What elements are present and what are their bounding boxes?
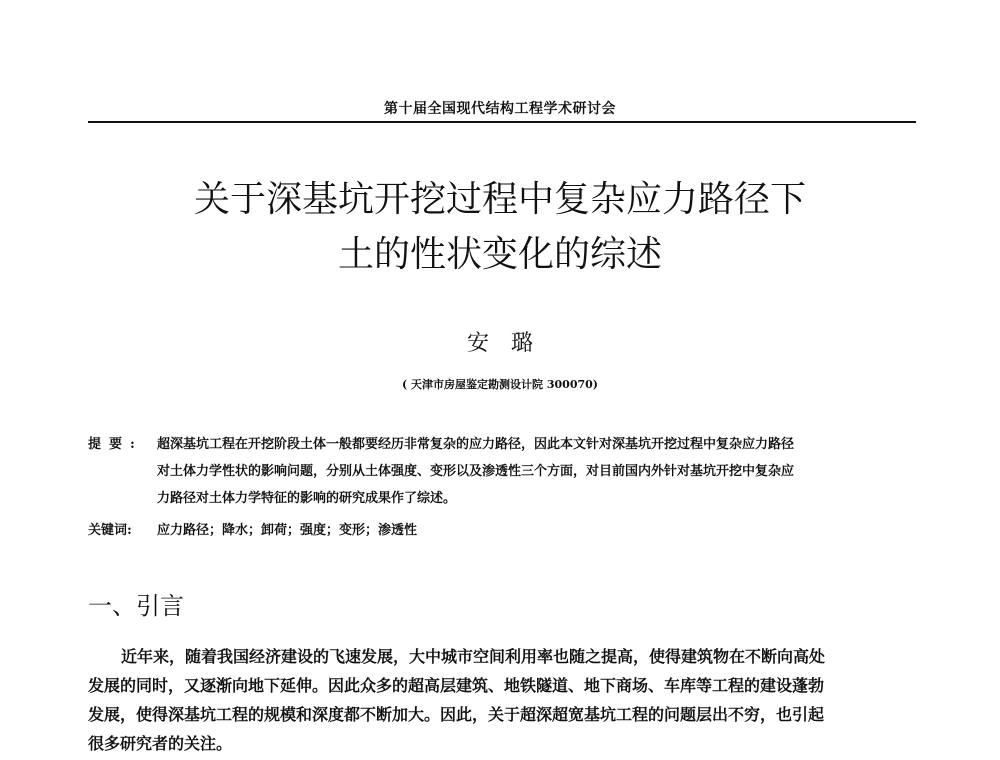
- header-rule: [88, 121, 916, 123]
- keywords-label: 关键词:: [88, 523, 132, 538]
- keywords-text: 应力路径；降水；卸荷；强度；变形；渗透性: [157, 523, 418, 538]
- abstract-label: 提要:: [88, 437, 143, 452]
- paragraph-line-2: 发展的同时，又逐渐向地下延伸。因此众多的超高层建筑、地铁隧道、地下商场、车库等工程的建设蓬勃: [88, 676, 825, 695]
- introduction-paragraph: [88, 642, 918, 758]
- paper-title: [0, 172, 1000, 282]
- abstract-line-1: 超深基坑工程在开挖阶段土体一般都要经历非常复杂的应力路径，因此本文针对深基坑开挖过程中复杂应力路径: [157, 437, 795, 452]
- author-affiliation: ( 天津市房屋鉴定勘测设计院 300070): [402, 378, 598, 391]
- abstract-line-3: 力路径对土体力学特征的影响的研究成果作了综述。: [157, 491, 457, 506]
- abstract-line-2: 对土体力学性状的影响问题，分别从土体强度、变形以及渗透性三个方面，对目前国内外针对基坑开挖中复杂应: [157, 464, 795, 479]
- paragraph-line-4: 很多研究者的关注。: [88, 734, 233, 753]
- title-line-1: 关于深基坑开挖过程中复杂应力路径下: [193, 179, 806, 220]
- author-name: 安璐: [466, 331, 555, 356]
- abstract-text: [157, 431, 917, 512]
- title-line-2: 土的性状变化的综述: [337, 234, 662, 275]
- paragraph-line-1: 近年来，随着我国经济建设的飞速发展，大中城市空间利用率也随之提高，使得建筑物在不断向高处: [121, 647, 826, 666]
- paragraph-line-3: 发展，使得深基坑工程的规模和深度都不断加大。因此，关于超深超宽基坑工程的问题层出不穷，也引起: [88, 705, 825, 724]
- running-header: 第十届全国现代结构工程学术研讨会: [384, 101, 616, 117]
- section-heading-introduction: 一、引言: [88, 592, 184, 620]
